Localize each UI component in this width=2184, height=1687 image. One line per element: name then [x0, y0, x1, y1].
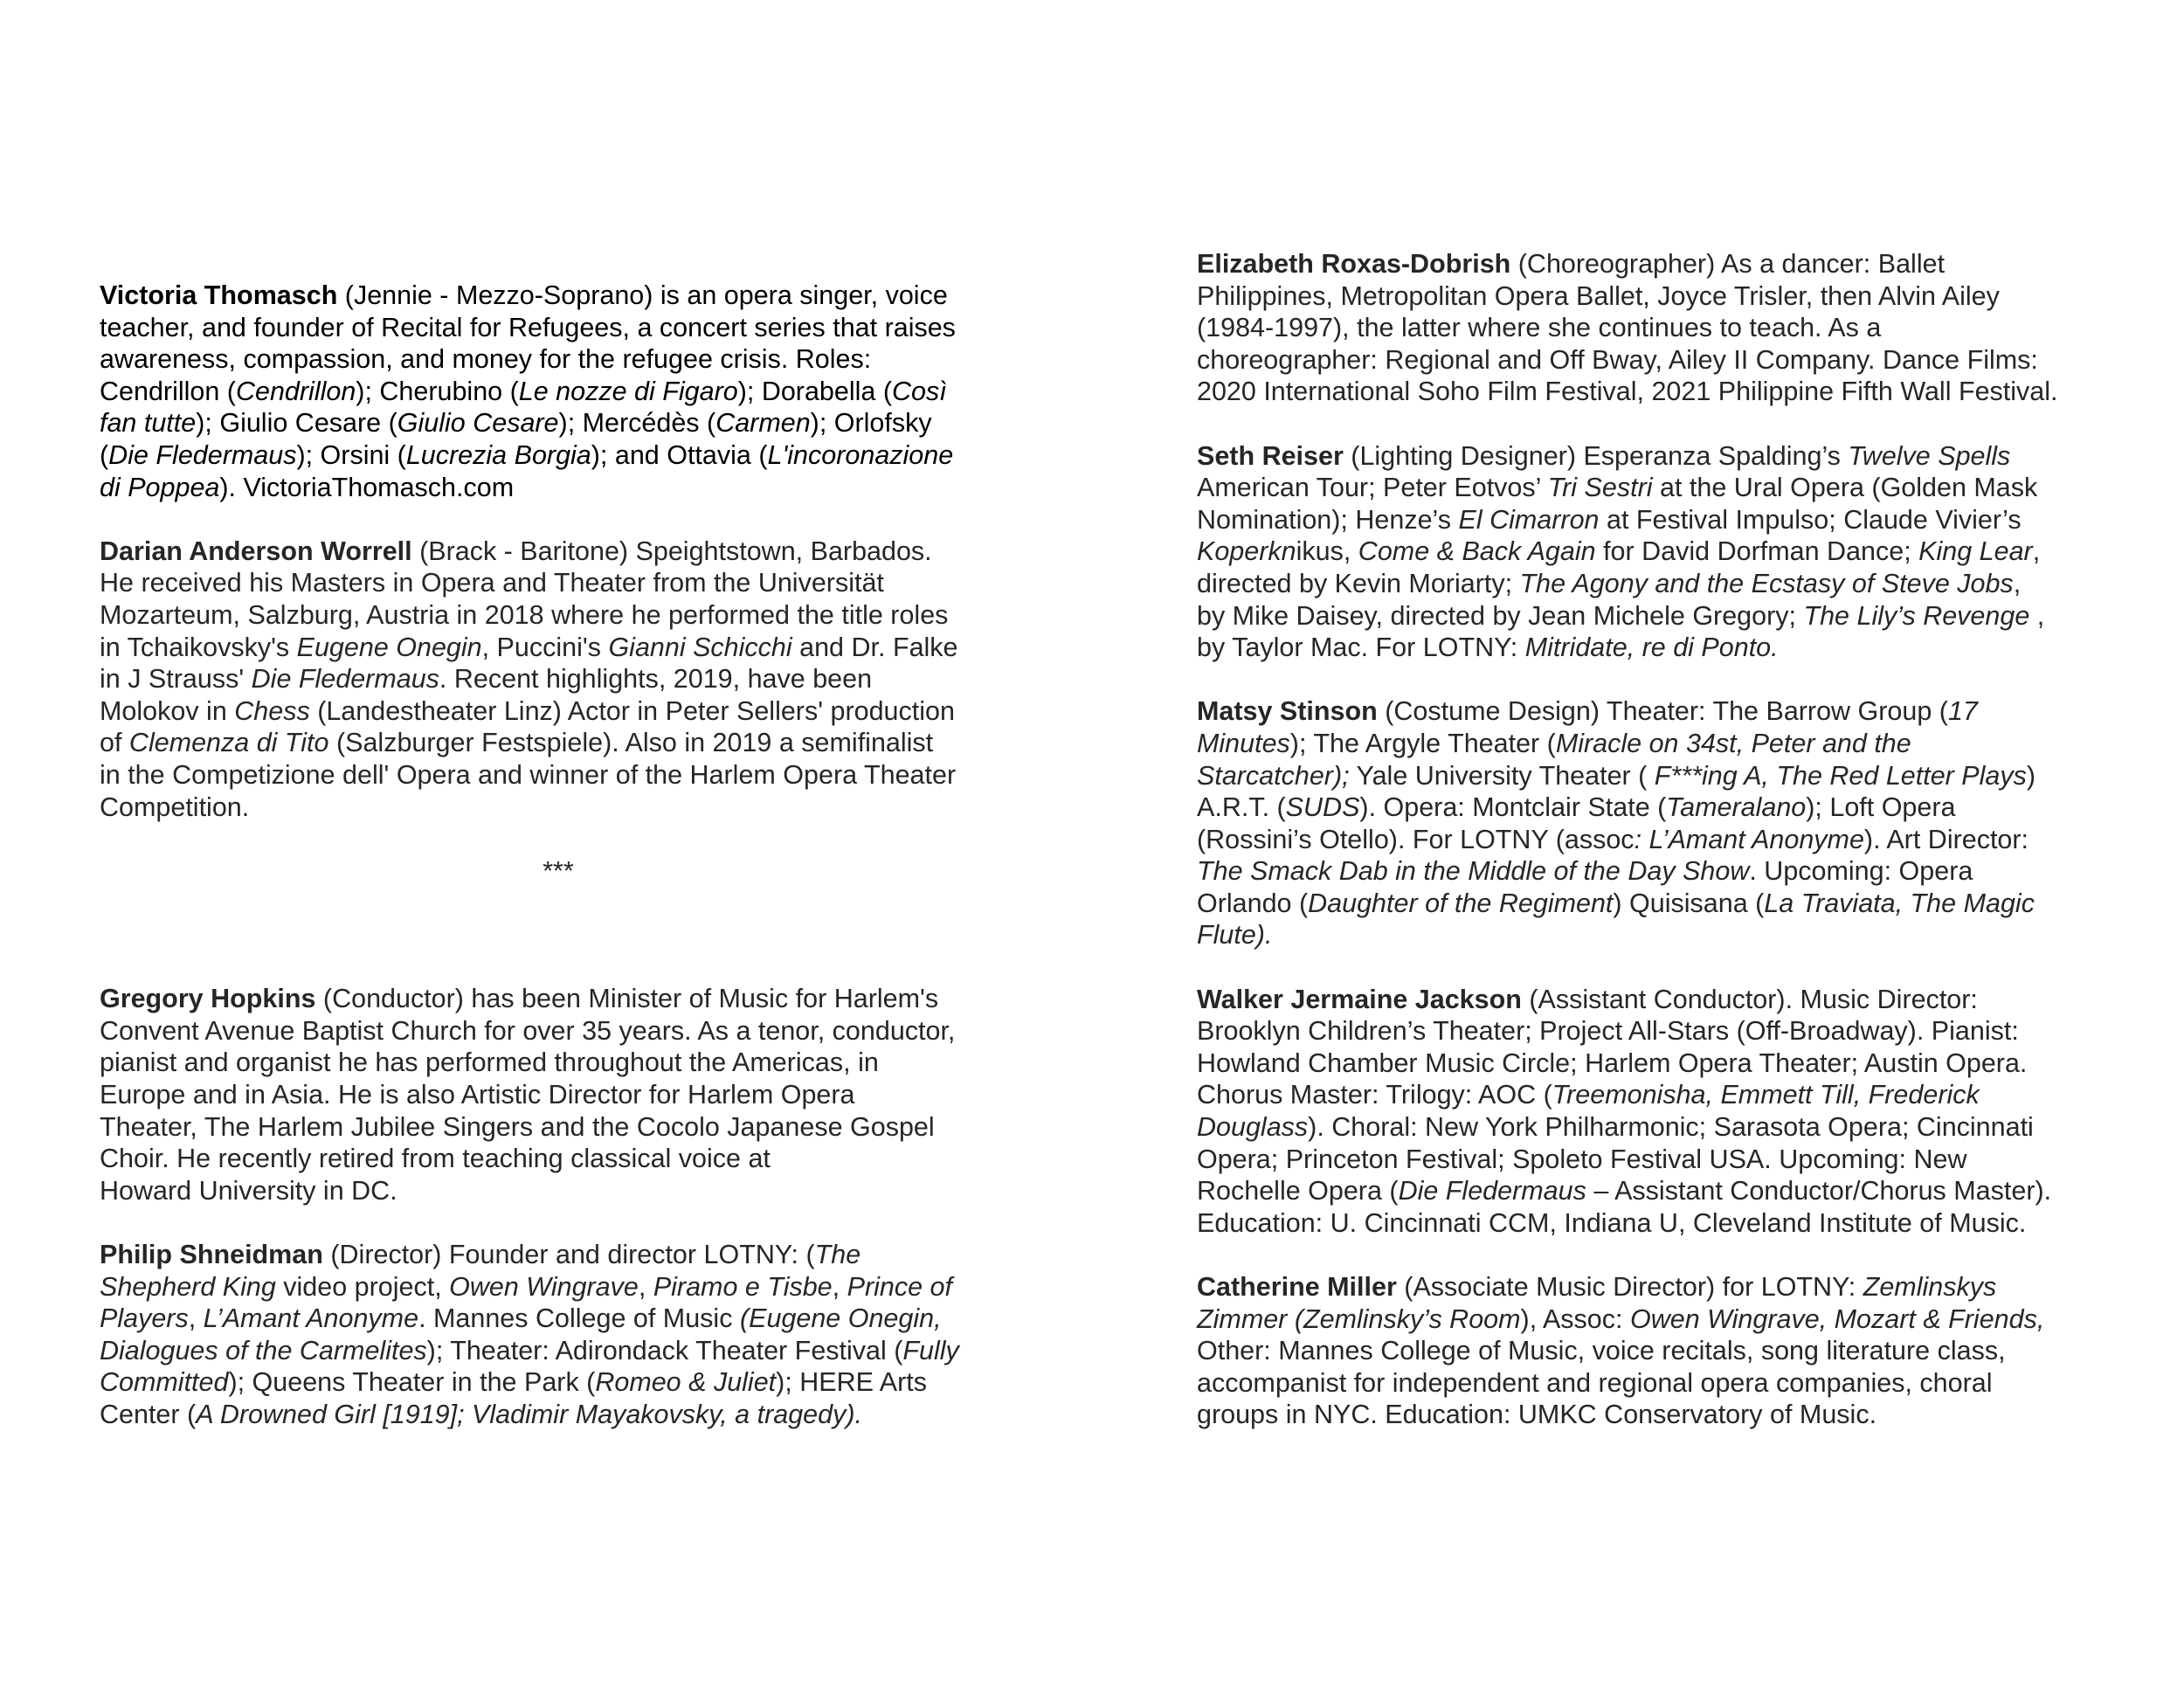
work-title: Prince of Players [100, 1271, 952, 1334]
work-title: Miracle on 34st, Peter and the Starcatcher); [1197, 728, 1911, 791]
work-title: Come & Back Again [1358, 536, 1596, 567]
work-title: The Agony and the Ecstasy of Steve Jobs [1519, 568, 2014, 598]
bio-text: ); Orsini ( [296, 439, 406, 470]
bio-text: ). Opera: Montclair State ( [1359, 792, 1667, 823]
work-title: Cendrillon [235, 376, 356, 406]
work-title: The Shepherd King [100, 1240, 861, 1302]
work-title: Lucrezia Borgia [405, 439, 591, 470]
bio-text: Yale University Theater ( [1349, 760, 1655, 791]
bio-text: ); HERE Arts Center ( [100, 1367, 928, 1429]
work-title: Piramo e Tisbe [653, 1271, 833, 1302]
bio-text: – Assistant Conductor/Chorus Master). Education: U. Cincinnati CCM, Indiana U, Cleveland Institute of Music. [1197, 1176, 2052, 1238]
right-column [1197, 248, 2123, 1431]
work-title: Chess [234, 695, 310, 726]
work-title: Die Fledermaus [251, 664, 439, 695]
bio-text: ); Theater: Adirondack Theater Festival ( [426, 1335, 903, 1366]
work-title: (Eugene Onegin, Dialogues of the Carmelites [100, 1303, 942, 1366]
work-title: : L’Amant Anonyme [1634, 824, 1864, 854]
bio-text: , [832, 1271, 847, 1302]
bio-text: (Costume Design) Theater: The Barrow Group ( [1377, 696, 1948, 727]
bio-victoria-thomasch [100, 280, 1026, 503]
work-title: Gianni Schicchi [608, 632, 792, 662]
work-title: 17 Minutes [1197, 696, 1978, 758]
work-title: F***ing A, The Red Letter Plays [1654, 760, 2027, 791]
bio-text: ); and Ottavia ( [591, 439, 768, 470]
bio-text: (Jennie - Mezzo-Soprano) is an opera singer, voice teacher, and founder of Recital for Refugees, a concert series that raises awareness, compassion, and money for the refugee crisis. Roles: Cendrillon ( [100, 280, 956, 406]
bio-text: ). VictoriaThomasch.com [219, 472, 515, 502]
bio-philip-shneidman [100, 1239, 1026, 1431]
work-title: The Lily’s Revenge [1803, 600, 2030, 631]
bio-text: ); Queens Theater in the Park ( [228, 1367, 596, 1398]
work-title: Owen Wingrave, Mozart & Friends, [1629, 1303, 2045, 1334]
work-title: Koperkn [1197, 536, 1296, 567]
spacer [100, 823, 1026, 855]
bio-seth-reiser [1197, 440, 2123, 664]
spacer [1197, 951, 2123, 984]
work-title: Tameralano [1666, 792, 1807, 823]
work-title: Le nozze di Figaro [518, 376, 738, 406]
work-title: L'incoronazione di Poppea [100, 439, 954, 502]
bio-text: ) A.R.T. ( [1197, 760, 2036, 823]
bio-text: Other: Mannes College of Music, voice recitals, song literature class, accompanist for independent and regional opera companies, choral groups in NYC. Education: UMKC Conservatory of Music. [1197, 1336, 2006, 1430]
section-separator: *** [543, 855, 574, 886]
bio-name: Walker Jermaine Jackson [1197, 984, 1522, 1014]
bio-text: ); Cherubino ( [356, 376, 519, 406]
bio-text: ), Assoc: [1520, 1303, 1630, 1334]
spacer [1197, 664, 2123, 696]
bio-gregory-hopkins [100, 983, 1026, 1206]
work-title: Die Fledermaus [108, 439, 297, 470]
bio-text: (Conductor) has been Minister of Music for Harlem's Convent Avenue Baptist Church for over 35 years. As a tenor, conductor, pianist and organist he has performed throughout the Americas, in Europe and in Asia. He is also Artistic Director for Harlem Opera Theater, The Harlem Jubilee Singers and the Cocolo Japanese Gospel Choir. He recently retired from teaching classical voice at Howard University in DC. [100, 984, 956, 1206]
bio-text: (Associate Music Director) for LOTNY: [1396, 1272, 1863, 1302]
bio-text: ). Choral: New York Philharmonic; Sarasota Opera; Cincinnati Opera; Princeton Festival; Spoleto Festival USA. Upcoming: New Rochelle Opera ( [1197, 1112, 2034, 1206]
bio-name: Darian Anderson Worrell [100, 536, 412, 566]
bio-text: , directed by Kevin Moriarty; [1197, 536, 2041, 598]
bio-text: and Dr. Falke in J Strauss' [100, 632, 958, 695]
bio-text: (Landestheater Linz) Actor in Peter Sellers' production of [100, 695, 955, 758]
work-title: El Cimarron [1458, 504, 1600, 535]
work-title: Daughter of the Regiment [1308, 888, 1614, 918]
bio-group [1197, 248, 2123, 1431]
bio-text: , Puccini's [481, 632, 609, 662]
work-title: La Traviata, The Magic Flute). [1197, 888, 2035, 951]
bio-name: Elizabeth Roxas-Dobrish [1197, 249, 1511, 279]
bio-darian-anderson-worrell [100, 536, 1026, 823]
bio-name: Victoria Thomasch [100, 280, 338, 310]
bio-text: . Recent highlights, 2019, have been Molokov in [100, 664, 873, 726]
spacer [100, 1206, 1026, 1239]
bio-text: (Brack - Baritone) Speightstown, Barbados. He received his Masters in Opera and Theater from the Universität Mozarteum, Salzburg, Austria in 2018 where he performed the title roles in Tchaikovsky's [100, 536, 949, 662]
bio-text: ); Loft Opera (Rossini’s Otello). For LOTNY (assoc [1197, 792, 1956, 854]
work-title: Twelve Spells [1848, 440, 2011, 471]
bio-text: (Director) Founder and director LOTNY: ( [322, 1240, 815, 1270]
bio-text: , [188, 1303, 204, 1334]
bio-walker-jermaine-jackson [1197, 984, 2123, 1240]
bio-text: American Tour; Peter Eotvos’ [1197, 473, 1541, 503]
work-title: Tri Sestri [1547, 473, 1653, 503]
bio-text: ); The Argyle Theater ( [1289, 728, 1556, 758]
bio-text: video project, [275, 1271, 450, 1302]
work-title: SUDS [1285, 792, 1360, 823]
work-title: The Smack Dab in the Middle of the Day Show [1197, 856, 1750, 887]
bio-text: at Festival Impulso; Claude Vivier’s [1606, 504, 2022, 535]
bio-name: Catherine Miller [1197, 1272, 1397, 1302]
bio-matsy-stinson [1197, 695, 2123, 951]
bio-text: . Upcoming: Opera Orlando ( [1197, 856, 1973, 918]
work-title: Carmen [715, 408, 811, 439]
bio-text: (Choreographer) As a dancer: Ballet Philippines, Metropolitan Opera Ballet, Joyce Trisler, then Alvin Ailey (1984-1997), the latter where she continues to teach. As a choreographer: Regional and Off Bway, Ailey II Company. Dance Films: 2020 International Soho Film Festival, 2021 Philippine Fifth Wall Festival. [1197, 249, 2058, 407]
bio-text: (Lighting Designer) Esperanza Spalding’s [1343, 440, 1849, 471]
work-title: Die Fledermaus [1398, 1176, 1586, 1206]
spacer [100, 887, 1026, 983]
bio-text: ) Quisisana ( [1613, 888, 1765, 918]
spacer [100, 503, 1026, 536]
spacer [1197, 408, 2123, 440]
work-title: Clemenza di Tito [128, 728, 329, 758]
work-title: King Lear [1918, 536, 2033, 567]
bio-name: Matsy Stinson [1197, 696, 1378, 727]
work-title: L’Amant Anonyme [203, 1303, 419, 1334]
bio-text: (Assistant Conductor). Music Director: Brooklyn Children’s Theater; Project All-Stars (Off-Broadway). Pianist: Howland Chamber Music Circle; Harlem Opera Theater; Austin Opera. Chorus Master: Trilogy: AOC ( [1197, 984, 2028, 1110]
bio-text: ); Mercédès ( [558, 408, 716, 439]
bio-text: ikus, [1296, 536, 1358, 567]
bio-text: , by Mike Daisey, directed by Jean Michele Gregory; [1197, 568, 2022, 631]
bio-elizabeth-roxas-dobrish [1197, 248, 2123, 408]
bio-name: Seth Reiser [1197, 440, 1344, 471]
work-title: Zemlinskys Zimmer (Zemlinsky’s Room [1197, 1272, 1997, 1334]
bio-text: , [638, 1271, 653, 1302]
work-title: Treemonisha, Emmett Till, Frederick Douglass [1197, 1080, 1980, 1143]
work-title: Mitridate, re di Ponto. [1524, 633, 1779, 663]
work-title: Giulio Cesare [397, 408, 559, 439]
bio-group-upper [100, 280, 1026, 823]
bio-text: (Salzburger Festspiele). Also in 2019 a semifinalist in the Competizione dell' Opera and winner of the Harlem Opera Theater Competition. [100, 728, 957, 822]
bio-text: ); Orlofsky ( [100, 408, 932, 470]
bio-name: Philip Shneidman [100, 1240, 323, 1270]
work-title: Così fan tutte [100, 376, 947, 439]
bio-text: , by Taylor Mac. For LOTNY: [1197, 600, 2045, 663]
work-title: Eugene Onegin [296, 632, 482, 662]
bio-text: . Mannes College of Music [418, 1303, 740, 1334]
work-title: Fully Committed [100, 1335, 959, 1398]
work-title: Owen Wingrave [449, 1271, 639, 1302]
bio-text: for David Dorfman Dance; [1595, 536, 1919, 567]
bio-catherine-miller [1197, 1271, 2123, 1431]
work-title: Romeo & Juliet [595, 1367, 777, 1398]
bio-text: ). Art Director: [1863, 824, 2029, 854]
left-column [100, 280, 1026, 1431]
work-title: A Drowned Girl [1919]; Vladimir Mayakovsky, a tragedy). [196, 1400, 862, 1429]
spacer [1197, 1239, 2123, 1271]
bio-name: Gregory Hopkins [100, 984, 316, 1014]
bio-text: at the Ural Opera (Golden Mask Nomination); Henze’s [1197, 473, 2038, 535]
bio-text: ); Giulio Cesare ( [196, 408, 397, 439]
bio-text: ); Dorabella ( [737, 376, 893, 406]
bio-group-lower [100, 983, 1026, 1430]
